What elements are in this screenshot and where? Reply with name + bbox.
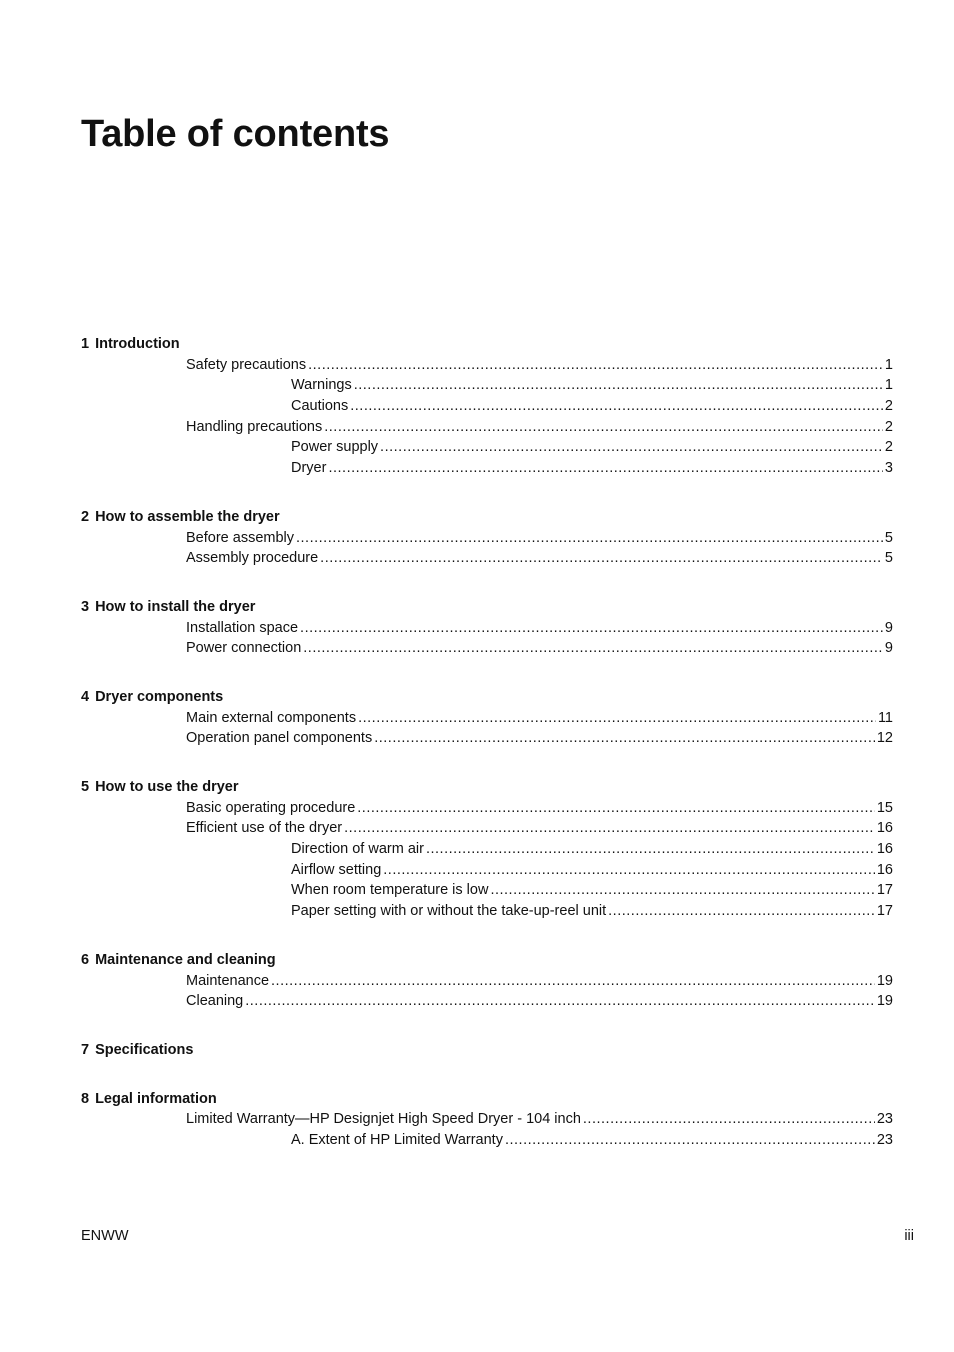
chapter-title: Introduction xyxy=(95,336,180,352)
footer-page-number: iii xyxy=(904,1228,914,1244)
chapter-title: How to assemble the dryer xyxy=(95,508,280,525)
toc-entry[interactable] xyxy=(81,708,893,729)
toc-entry-page: 17 xyxy=(876,903,893,920)
toc-chapter xyxy=(81,1040,893,1061)
toc-chapter xyxy=(81,507,893,569)
toc-entry[interactable] xyxy=(81,971,893,992)
toc-entry-page: 9 xyxy=(884,619,893,636)
toc-chapter-heading[interactable] xyxy=(81,1089,893,1110)
chapter-number: 2 xyxy=(81,508,90,525)
dot-leader xyxy=(358,708,876,729)
toc-entry-page: 2 xyxy=(884,439,893,456)
toc-entry-page: 16 xyxy=(876,861,893,878)
toc-entry-label: Main external components xyxy=(186,709,357,726)
toc-chapter-heading[interactable] xyxy=(81,777,893,798)
toc-entry[interactable] xyxy=(81,839,893,860)
toc-entry-page: 2 xyxy=(884,418,893,435)
toc-entry-page: 23 xyxy=(876,1131,893,1148)
footer-left-label: ENWW xyxy=(81,1228,129,1244)
toc-entry[interactable] xyxy=(81,437,893,458)
chapter-title: Specifications xyxy=(95,1041,194,1058)
toc-chapter-heading[interactable] xyxy=(81,507,893,528)
dot-leader xyxy=(357,798,875,819)
dot-leader xyxy=(303,638,883,659)
dot-leader xyxy=(583,1109,875,1130)
toc-entry-page: 15 xyxy=(876,799,893,816)
toc-entry[interactable] xyxy=(81,1130,893,1151)
chapter-number: 3 xyxy=(81,598,90,615)
dot-leader xyxy=(296,528,883,549)
toc-entry-page: 16 xyxy=(876,841,893,858)
dot-leader xyxy=(505,1130,875,1151)
toc-entry[interactable] xyxy=(81,818,893,839)
toc-entry-page: 9 xyxy=(884,640,893,657)
toc-entry[interactable] xyxy=(81,528,893,549)
toc-entry-label: Handling precautions xyxy=(186,418,323,435)
dot-leader xyxy=(426,839,875,860)
chapter-number: 5 xyxy=(81,779,90,795)
toc-chapter xyxy=(81,687,893,749)
toc-chapter-heading[interactable] xyxy=(81,597,893,618)
toc-entry[interactable] xyxy=(81,991,893,1012)
toc-entry-page: 5 xyxy=(884,550,893,567)
toc-entry-label: Basic operating procedure xyxy=(186,799,356,816)
toc-entry-label: Efficient use of the dryer xyxy=(186,820,343,837)
dot-leader xyxy=(350,396,883,417)
toc-entry[interactable] xyxy=(81,880,893,901)
toc-entry-label: Assembly procedure xyxy=(186,550,319,567)
dot-leader xyxy=(324,417,883,438)
dot-leader xyxy=(300,618,883,639)
dot-leader xyxy=(380,437,883,458)
toc-entry-label: A. Extent of HP Limited Warranty xyxy=(291,1131,503,1148)
dot-leader xyxy=(344,818,875,839)
dot-leader xyxy=(383,860,875,881)
toc-entry-label: Installation space xyxy=(186,619,299,636)
toc-entry[interactable] xyxy=(81,618,893,639)
toc-entry[interactable] xyxy=(81,798,893,819)
toc-entry-page: 23 xyxy=(876,1111,893,1128)
toc-chapter xyxy=(81,777,893,922)
toc-chapter xyxy=(81,334,893,479)
toc-entry-label: Paper setting with or without the take-up-reel unit xyxy=(291,903,607,920)
toc-entry-label: Airflow setting xyxy=(291,861,382,878)
toc-entry[interactable] xyxy=(81,1109,893,1130)
toc-entry-page: 5 xyxy=(884,529,893,546)
toc-entry-page: 17 xyxy=(876,882,893,899)
toc-entry[interactable] xyxy=(81,355,893,376)
dot-leader xyxy=(308,355,883,376)
dot-leader xyxy=(328,458,882,479)
chapter-title: How to use the dryer xyxy=(95,779,239,795)
toc-entry-label: Power connection xyxy=(186,640,302,657)
toc-entry[interactable] xyxy=(81,728,893,749)
dot-leader xyxy=(245,991,875,1012)
toc-entry-label: Before assembly xyxy=(186,529,294,546)
toc-chapter-heading[interactable] xyxy=(81,687,893,708)
chapter-title: Maintenance and cleaning xyxy=(95,951,276,968)
toc-entry-page: 11 xyxy=(877,709,893,726)
toc-entry-page: 12 xyxy=(876,730,893,747)
toc-entry[interactable] xyxy=(81,417,893,438)
toc-chapter xyxy=(81,1089,893,1151)
dot-leader xyxy=(374,728,875,749)
chapter-number: 7 xyxy=(81,1041,90,1058)
toc-entry[interactable] xyxy=(81,458,893,479)
toc-entry-label: Warnings xyxy=(291,377,352,394)
chapter-number: 8 xyxy=(81,1090,90,1107)
chapter-title: Dryer components xyxy=(95,688,224,705)
toc-entry[interactable] xyxy=(81,548,893,569)
table-of-contents xyxy=(81,334,893,1179)
dot-leader xyxy=(320,548,883,569)
toc-entry-label: Cautions xyxy=(291,398,349,415)
chapter-title: Legal information xyxy=(95,1090,217,1107)
toc-entry-page: 19 xyxy=(876,972,893,989)
toc-entry[interactable] xyxy=(81,638,893,659)
toc-chapter-heading[interactable] xyxy=(81,334,893,355)
toc-entry-label: Limited Warranty—HP Designjet High Speed Dryer - 104 inch xyxy=(186,1111,581,1128)
toc-entry-page: 19 xyxy=(876,993,893,1010)
chapter-number: 4 xyxy=(81,688,90,705)
toc-entry-label: Maintenance xyxy=(186,972,270,989)
toc-entry-label: Power supply xyxy=(291,439,379,456)
dot-leader xyxy=(490,880,874,901)
toc-entry-page: 1 xyxy=(884,377,893,394)
dot-leader xyxy=(608,901,875,922)
toc-chapter xyxy=(81,950,893,1012)
toc-entry-label: Safety precautions xyxy=(186,356,307,373)
dot-leader xyxy=(354,375,883,396)
toc-entry-page: 16 xyxy=(876,820,893,837)
toc-entry-label: Direction of warm air xyxy=(291,841,424,858)
toc-entry[interactable] xyxy=(81,901,893,922)
toc-entry-label: Operation panel components xyxy=(186,730,373,747)
toc-entry[interactable] xyxy=(81,860,893,881)
toc-chapter-heading[interactable] xyxy=(81,950,893,971)
page-title: Table of contents xyxy=(81,113,390,155)
dot-leader xyxy=(271,971,875,992)
toc-entry[interactable] xyxy=(81,375,893,396)
toc-entry-page: 3 xyxy=(884,460,893,477)
toc-entry-label: Cleaning xyxy=(186,993,244,1010)
toc-entry-label: When room temperature is low xyxy=(291,882,489,899)
toc-entry-page: 2 xyxy=(884,398,893,415)
toc-entry[interactable] xyxy=(81,396,893,417)
chapter-number: 6 xyxy=(81,951,90,968)
chapter-title: How to install the dryer xyxy=(95,598,256,615)
toc-entry-label: Dryer xyxy=(291,460,327,477)
chapter-number: 1 xyxy=(81,336,90,352)
toc-chapter xyxy=(81,597,893,659)
toc-chapter-heading[interactable] xyxy=(81,1040,893,1061)
toc-entry-page: 1 xyxy=(884,356,893,373)
